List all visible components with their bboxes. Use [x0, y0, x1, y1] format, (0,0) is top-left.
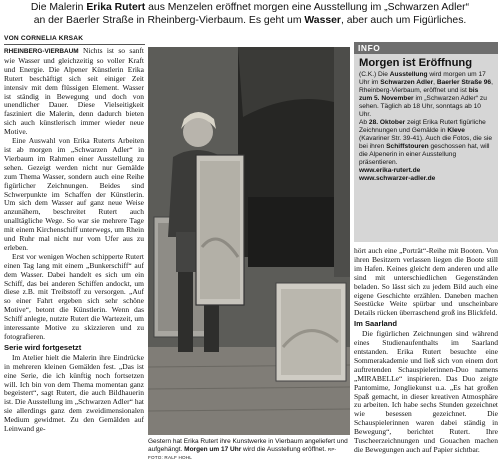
section-heading: Im Saarland	[354, 319, 398, 329]
website-artist: www.erika-rutert.de	[359, 167, 421, 174]
photo-artist-with-paintings	[148, 47, 350, 435]
photo-credit: RP-FOTO: RALF HOHL	[148, 446, 337, 460]
paragraph: Erst vor wenigen Wochen schipperte Rutert einen Tag lang mit einem „Bunkerschiff“ auf dem Wasser. Dabei handelt es sich um ein Schiff, das bei anderen Schiffen andockt, um diese z.B. mit Treibstoff zu versorgen. „Auf so einer Fahrt ergeben sich sehr schöne Motive“, betont die Künstlerin. Wenn das Schiff anlegte, nutzte Rutert die Wartezeit, um interessante Motive zu skizzieren und zu fotografieren.	[4, 251, 144, 341]
article-column-3	[354, 247, 498, 455]
info-text: (C.K.) Die Ausstellung wird morgen um 17 Uhr im Schwarzen Adler, Baerler Straße 96, Rheinberg-Vierbaum, eröffnet und ist bis zum 5. November im „Schwarzen Adler“ zu sehen. Täglich ab 18 Uhr, sonntags ab 10 Uhr. Ab 28. Oktober zeigt Erika Rutert figürliche Zeichnungen und Gemälde in Kleve (Kavariner Str. 39-41). Auch die Fotos, die sie bei ihren Schiffstouren geschossen hat, will die Alpenerin in einer Ausstellung präsentieren. www.erika-rutert.de www.schwarzer-adler.de	[359, 71, 493, 182]
info-label: INFO	[354, 42, 498, 54]
website-venue: www.schwarzer-adler.de	[359, 175, 436, 182]
info-box	[354, 42, 498, 242]
photo-caption: Gestern hat Erika Rutert ihre Kunstwerke in Vierbaum angeliefert und aufgehängt. Morgen um 17 Uhr wird die Ausstellung eröffnet. RP-FOTO: RALF HOHL	[148, 438, 348, 460]
subhead-line-1: Die Malerin Erika Rutert aus Menzelen eröffnet morgen eine Ausstellung im „Schwarzen Adler“	[30, 2, 470, 13]
article-subheadline	[10, 2, 490, 27]
article-photo	[148, 47, 350, 435]
dateline: RHEINBERG-VIERBAUM	[4, 48, 79, 55]
author-byline: VON CORNELIA KRSAK	[4, 35, 84, 42]
paragraph: hört auch eine „Porträt“-Reihe mit Booten. Von ihren Besitzern verlassen liegen die Boote still im Hafen. Keines gleicht dem anderen und alle sind mit unterschiedlichen Gegenständen beladen. So lässt sich zu jedem Bild auch eine eigene Geschichte erzählen. Daneben machen Seestücke Weite spürbar und unscheinbare Details rücken überraschend groß ins Blickfeld.	[354, 246, 498, 318]
subhead-line-2: an der Baerler Straße in Rheinberg-Vierbaum. Es geht um Wasser, aber auch um Figürliches.	[33, 14, 467, 26]
info-title: Morgen ist Eröffnung	[359, 57, 473, 69]
article-column-1	[4, 47, 144, 434]
paragraph: Eine Auswahl von Erika Ruterts Arbeiten ist ab morgen im „Schwarzen Adler“ in Vierbaum im Rahmen einer Ausstellung zu sehen. Gezeigt werden nicht nur Gemälde zum Thema Wasser, sondern auch eine Reihe figürlicher Zeichnungen. Beides sind Schwerpunkte im Schaffen der Künstlerin. Um sich dem Wasser auf ganz neue Weise anzunähern, beschreitet Rutert auch unalltägliche Wege. So war sie mehrere Tage mit einem Kirchenschiff unterwegs, um Rhein und Ruhr mal nicht nur vom Ufer aus zu erleben.	[4, 136, 144, 252]
section-heading: Serie wird fortgesetzt	[4, 342, 82, 352]
paragraph: RHEINBERG-VIERBAUM Nichts ist so sanft wie Wasser und gleichzeitig so voller Kraft und Energie. Die Alpener Künstlerin Erika Rutert beschäftigt sich seit einiger Zeit intensiv mit dem flüssigen Element. Wasser ist ständig in Bewegung und doch von unendlicher Dauer. Diese Vielseitigkeit fasziniert die Malerin, denn dadurch bieten sich auch künstlerisch immer wieder neue Motive.	[4, 46, 144, 137]
paragraph: Im Atelier hielt die Malerin ihre Eindrücke in mehreren kleinen Gemälden fest. „Das ist eine Serie, die ich künftig noch fortsetzen will. Ich bin von dem Thema momentan ganz begeistert“, sagt Rutert, die auch Bildhauerin ist. Die Ausstellung im „Schwarzen Adler“ hat sie allerdings ganz dem zweidimensionalen Medium gewidmet. Zu den Gemälden auf Leinwand ge-	[4, 352, 144, 434]
byline-rule	[4, 44, 145, 45]
paragraph: Die figürlichen Zeichnungen sind während eines Studienaufenthalts im Saarland entstanden. Erika Rutert besuchte eine Sommerakademie und ließ sich von einem dort auftretenden Schauspielerinnen-Duo namens „MIRABELLe“ inspirieren. Das Duo zeigte Pantomime, Jongliekunst u.a. „Es hat großen Spaß gemacht, in dieser kreativen Atmosphäre zu arbeiten. Ich habe sechs Stunden gezeichnet wie besessen gezeichnet. Die Schauspielerinnen waren dabei ständig in Bewegung“, berichtet Rutert. Ihre Tuscheerzeichnungen und Gouachen machen die Bewegungen auch auf Papier sichtbar.	[354, 329, 498, 454]
